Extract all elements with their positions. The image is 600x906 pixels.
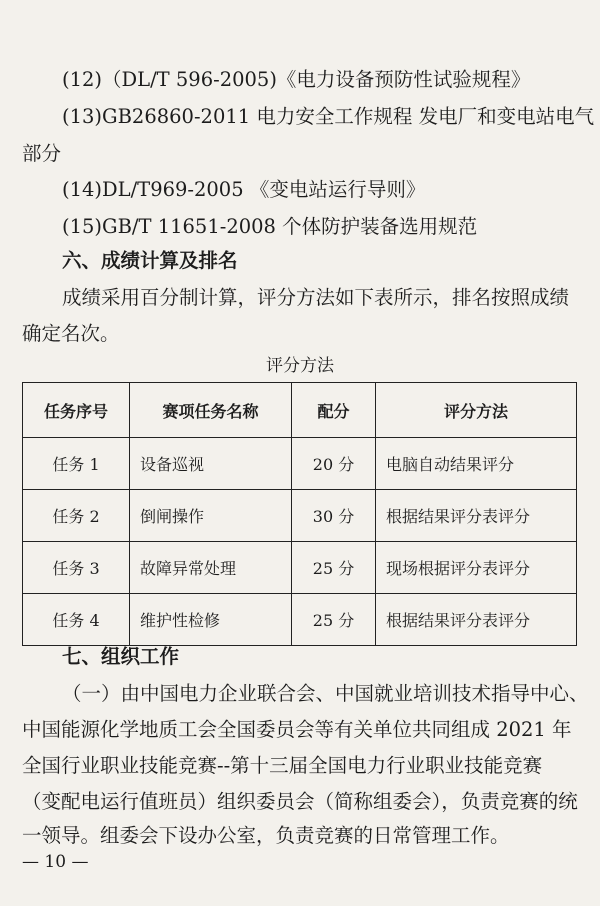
section-7-heading: 七、组织工作 [62, 645, 180, 668]
section-7-paragraph-line-2: 中国能源化学地质工会全国委员会等有关单位共同组成 2021 年 [22, 718, 572, 741]
cell-scoring-method: 根据结果评分表评分 [376, 594, 577, 646]
cell-task-number: 任务 3 [23, 542, 130, 594]
reference-12: (12)（DL/T 596-2005)《电力设备预防性试验规程》 [62, 68, 531, 91]
section-7-paragraph-line-3: 全国行业职业技能竞赛--第十三届全国电力行业职业技能竞赛 [22, 754, 543, 777]
scoring-table [22, 382, 577, 646]
table-row [23, 490, 577, 542]
reference-15: (15)GB/T 11651-2008 个体防护装备选用规范 [62, 215, 478, 238]
cell-points: 30 分 [292, 490, 376, 542]
cell-scoring-method: 现场根据评分表评分 [376, 542, 577, 594]
cell-scoring-method: 电脑自动结果评分 [376, 438, 577, 490]
section-6-paragraph-line-2: 确定名次。 [22, 322, 120, 345]
section-6-heading: 六、成绩计算及排名 [62, 249, 238, 272]
section-7-paragraph-line-5: 一领导。组委会下设办公室，负责竞赛的日常管理工作。 [22, 824, 510, 847]
cell-points: 20 分 [292, 438, 376, 490]
section-7-paragraph-line-4: （变配电运行值班员）组织委员会（简称组委会），负责竞赛的统 [22, 790, 578, 813]
table-row [23, 438, 577, 490]
table-row [23, 594, 577, 646]
page-number: — 10 — [22, 852, 89, 872]
reference-13-continuation: 部分 [22, 142, 62, 165]
table-header-row [23, 383, 577, 438]
cell-points: 25 分 [292, 594, 376, 646]
section-7-paragraph-line-1: （一）由中国电力企业联合会、中国就业培训技术指导中心、 [62, 682, 589, 705]
cell-task-name: 倒闸操作 [130, 490, 292, 542]
cell-scoring-method: 根据结果评分表评分 [376, 490, 577, 542]
cell-points: 25 分 [292, 542, 376, 594]
reference-13: (13)GB26860-2011 电力安全工作规程 发电厂和变电站电气 [62, 105, 595, 128]
header-task-number: 任务序号 [23, 383, 130, 438]
header-scoring-method: 评分方法 [376, 383, 577, 438]
reference-14: (14)DL/T969-2005 《变电站运行导则》 [62, 178, 426, 201]
section-6-paragraph-line-1: 成绩采用百分制计算，评分方法如下表所示，排名按照成绩 [62, 286, 570, 309]
table-caption: 评分方法 [266, 356, 334, 376]
cell-task-name: 维护性检修 [130, 594, 292, 646]
table-row [23, 542, 577, 594]
header-points: 配分 [292, 383, 376, 438]
header-task-name: 赛项任务名称 [130, 383, 292, 438]
cell-task-number: 任务 4 [23, 594, 130, 646]
cell-task-name: 设备巡视 [130, 438, 292, 490]
cell-task-number: 任务 1 [23, 438, 130, 490]
cell-task-name: 故障异常处理 [130, 542, 292, 594]
cell-task-number: 任务 2 [23, 490, 130, 542]
